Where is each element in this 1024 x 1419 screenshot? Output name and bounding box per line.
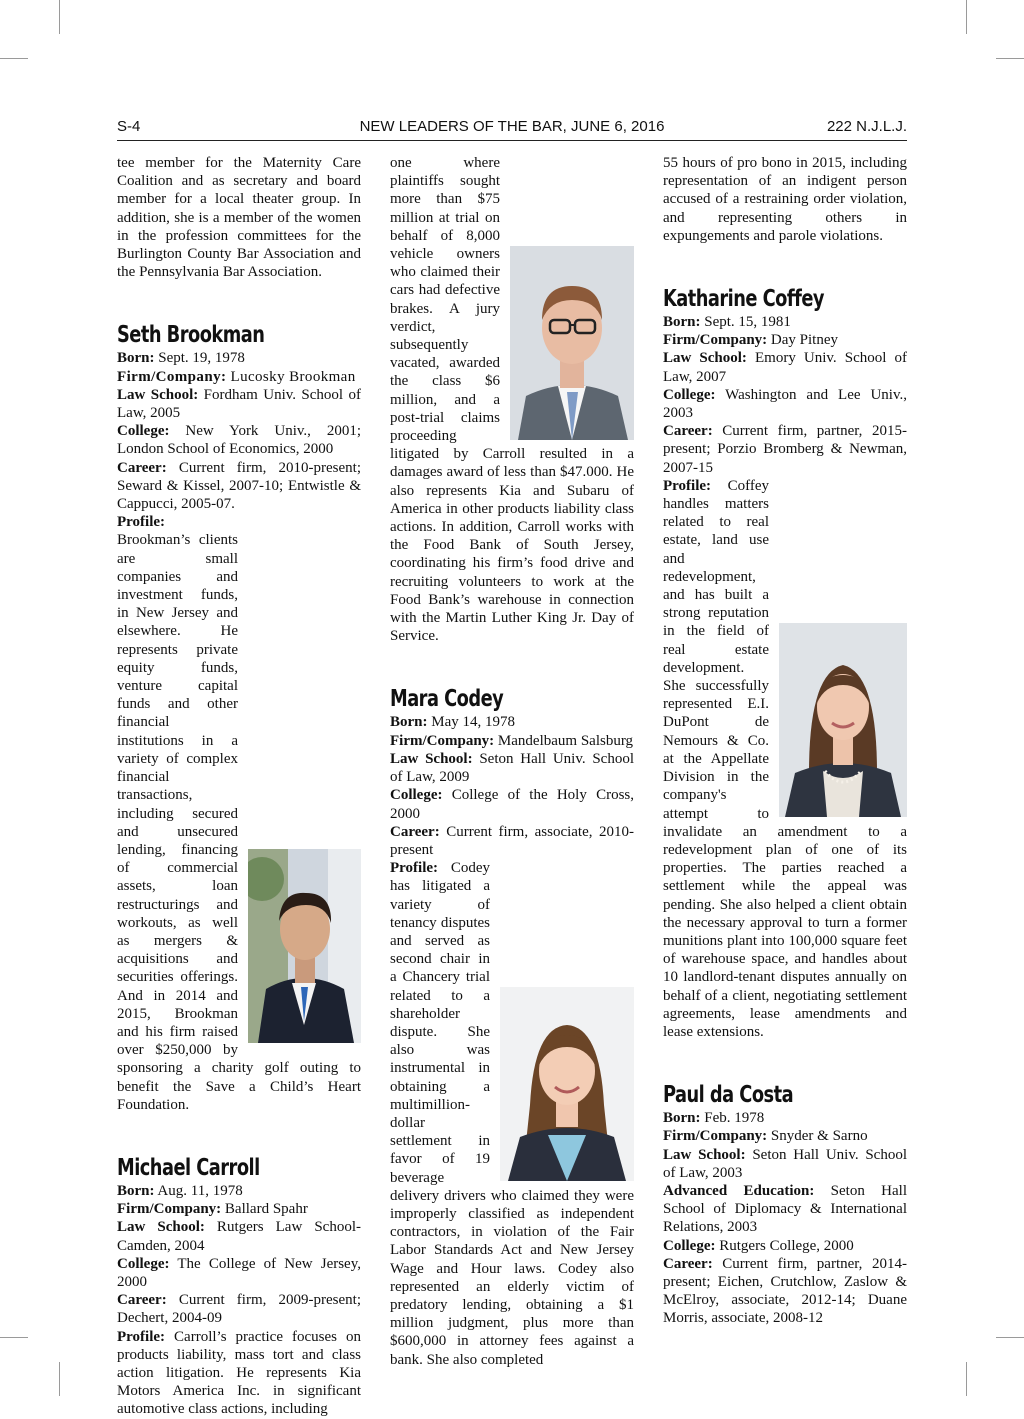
firm-line: Firm/Company: Snyder & Sarno xyxy=(663,1128,868,1145)
career-line: Career: Current firm, partner, 2015-present; Porzio Bromberg & Newman, 2007-15 xyxy=(663,423,907,476)
crop-mark xyxy=(59,0,60,34)
headshot-photo xyxy=(248,849,361,1043)
continued-paragraph: tee member for the Maternity Care Coalition and as secretary and board member for a local theater group. In addition, she is a member of the women in the profession committees for the Burlington County Bar Association and the Pennsylvania Bar Association. xyxy=(117,155,361,281)
crop-mark xyxy=(59,1362,60,1396)
running-header xyxy=(117,118,907,138)
headshot-photo xyxy=(510,246,634,440)
column-2 xyxy=(390,154,634,1369)
headshot-brookman xyxy=(248,849,361,1043)
headshot-codey xyxy=(500,987,634,1181)
firm-line: Firm/Company: Mandelbaum Salsburg xyxy=(390,732,634,749)
born-line: Born: May 14, 1978 xyxy=(390,714,515,731)
profile-paragraph: Profile: Coffey handles matters related to real estate, land use and redevelopment, and has built a strong reputation in the field of real estate development. She successfully represented E.I. DuPont de Nemours & Co. at the Appellate Division in the company's attempt to invalidate an amendment to a redevelopment plan of one of its properties. The parties reached a settlement while the appeal was pending. She also helped a client obtain the necessary approval to turn a former munitions plant into 100,000 square feet of warehouse space, and handles about 10 landlord-tenant disputes annually on behalf of a client, negotiating settlement agreements, lease amendments and lease extensions. xyxy=(663,477,907,1040)
career-line: Career: Current firm, 2009-present; Dechert, 2004-09 xyxy=(117,1292,361,1327)
continued-paragraph: one where plaintiffs sought more than $75 million at trial on behalf of 8,000 vehicle owners who claimed their cars had defective brakes. A jury verdict, subsequently vacated, awarded the class $6 million, and a post-trial claims proceeding litigated by Carroll resulted in a damages award of less than $47.000. He also represents Kia and Subaru of America in other products liability class actions. In addition, Carroll works with the Food Bank of South Jersey, coordinating his firm’s food drive and recruiting volunteers to work at the Food Bank’s warehouse in connection with the Martin Luther King Jr. Day of Service. xyxy=(390,155,634,645)
crop-mark xyxy=(0,1337,28,1338)
headshot-carroll xyxy=(510,246,634,440)
headshot-coffey xyxy=(779,623,907,817)
header-rule xyxy=(117,140,907,141)
law-school-line: Law School: Seton Hall Univ. School of Law, 2003 xyxy=(663,1146,908,1181)
profile-name: Mara Codey xyxy=(390,686,504,713)
college-line: College: Washington and Lee Univ., 2003 xyxy=(663,386,907,422)
column-3 xyxy=(663,154,907,1328)
law-school-line: Law School: Fordham Univ. School of Law, 2005 xyxy=(117,386,362,422)
law-school-line: Law School: Rutgers Law School-Camden, 2004 xyxy=(117,1219,361,1254)
college-line: College: New York Univ., 2001; London School of Economics, 2000 xyxy=(117,423,361,458)
crop-mark xyxy=(0,58,28,59)
college-line: College: Rutgers College, 2000 xyxy=(663,1237,854,1254)
crop-mark xyxy=(966,1362,967,1396)
crop-mark xyxy=(996,58,1024,59)
college-line: College: College of the Holy Cross, 2000 xyxy=(390,787,634,822)
firm-line: Firm/Company: Lucosky Brookman xyxy=(117,368,356,385)
profile-name: Paul da Costa xyxy=(663,1082,794,1109)
profile-name: Katharine Coffey xyxy=(663,286,824,313)
college-line: College: The College of New Jersey, 2000 xyxy=(117,1255,361,1290)
law-school-line: Law School: Emory Univ. School of Law, 2007 xyxy=(663,350,907,385)
headshot-photo xyxy=(500,987,634,1181)
profile-name: Michael Carroll xyxy=(117,1154,260,1181)
career-line: Career: Current firm, partner, 2014-present; Eichen, Crutchlow, Zaslow & McElroy, associate, 2012-14; Duane Morris, associate, 2008-12 xyxy=(663,1255,907,1327)
journal-citation: 222 N.J.L.J. xyxy=(826,118,907,135)
law-school-line: Law School: Seton Hall Univ. School of Law, 2009 xyxy=(390,750,635,786)
continued-paragraph: 55 hours of pro bono in 2015, including representation of an indigent person accused of a restraining order violation, and representing others in expungements and parole violations. xyxy=(663,155,907,244)
column-1 xyxy=(117,154,361,1419)
born-line: Born: Aug. 11, 1978 xyxy=(117,1182,243,1199)
firm-line: Firm/Company: Ballard Spahr xyxy=(117,1201,308,1218)
firm-line: Firm/Company: Day Pitney xyxy=(663,332,838,349)
profile-name: Seth Brookman xyxy=(117,322,265,349)
born-line: Born: Feb. 1978 xyxy=(663,1110,765,1127)
page-number: S-4 xyxy=(117,118,141,135)
profile-paragraph: Profile: Codey has litigated a variety of tenancy disputes and served as second chair in a Chancery trial related to a shareholder dispute. She also was instrumental in obtaining a multimillion-dollar settlement in favor of 19 beverage delivery drivers who claimed they were improperly classified as independent contractors, in violation of the Fair Labor Standards Act and New Jersey Wage and Hour laws. Codey also represented an elderly victim of predatory lending, obtaining a $1 million judgment, plus more than $600,000 in attorney fees against a bank. She also completed xyxy=(390,860,634,1368)
crop-mark xyxy=(996,1337,1024,1338)
crop-mark xyxy=(966,0,967,34)
born-line: Born: Sept. 19, 1978 xyxy=(117,350,245,367)
profile-paragraph: Profile: Brookman’s clients are small companies and investment funds, in New Jersey and elsewhere. He represents private equity funds, venture capital funds and other financial institutions in a variety of complex financial transactions, including secured and unsecured lending, financing of commercial assets, loan restructurings and workouts, as well as mergers & acquisitions and securities offerings. And in 2014 and 2015, Brookman and his firm raised over $250,000 by sponsoring a charity golf outing to benefit the Save a Child’s Heart Foundation. xyxy=(117,514,361,1113)
career-line: Career: Current firm, 2010-present; Seward & Kissel, 2007-10; Entwistle & Cappucci, 2005-07. xyxy=(117,459,361,513)
advanced-education-line: Advanced Education: Seton Hall School of Diplomacy & International Relations, 2003 xyxy=(663,1182,907,1236)
publication-title: NEW LEADERS OF THE BAR, JUNE 6, 2016 xyxy=(359,118,665,135)
headshot-photo xyxy=(779,623,907,817)
profile-paragraph: Profile: Carroll’s practice focuses on products liability, mass tort and class action litigation. He represents Kia Motors America Inc. in significant automotive class actions, including xyxy=(117,1328,361,1418)
career-line: Career: Current firm, associate, 2010-present xyxy=(390,823,634,858)
born-line: Born: Sept. 15, 1981 xyxy=(663,314,791,331)
